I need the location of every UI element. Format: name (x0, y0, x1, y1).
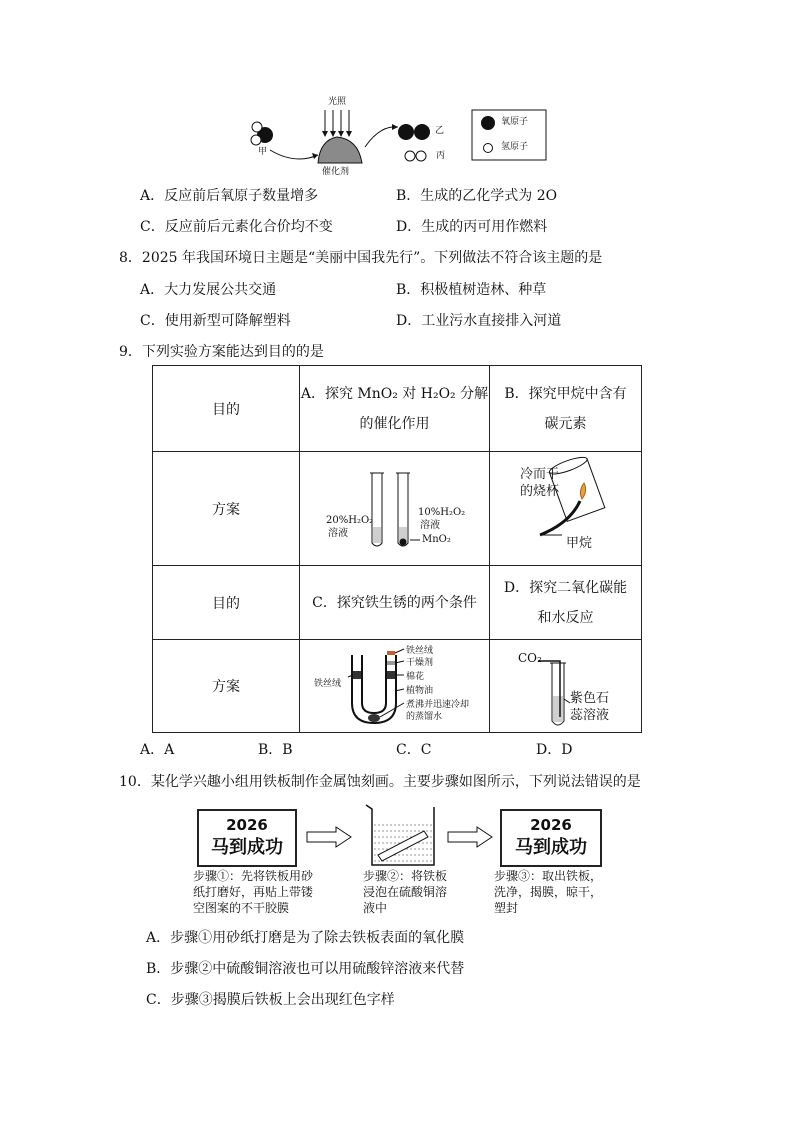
q9-experiment-table (152, 365, 642, 733)
a-right-label-3: MnO₂ (422, 533, 451, 545)
c-right-label-6: 的蒸馏水 (406, 711, 443, 722)
arrow-2 (447, 826, 493, 848)
q8-option-b[interactable]: B．积极植树造林、种草 (396, 282, 547, 298)
q9-option-a[interactable]: A．A (140, 742, 175, 758)
cell-c-scheme (300, 640, 490, 733)
catalyst-label: 催化剂 (322, 167, 350, 177)
q9-stem: 9．下列实验方案能达到目的的是 (119, 344, 324, 360)
q7-option-c[interactable]: C．反应前后元素化合价均不变 (140, 219, 333, 235)
a-left-label-2: 溶液 (328, 527, 348, 539)
plate-step3-text: 马到成功 (515, 837, 587, 858)
cell-a-purpose: A．探究 MnO₂ 对 H₂O₂ 分解 的催化作用 (300, 366, 490, 452)
co2-tube-figure (490, 641, 641, 732)
d-gas-label: CO₂ (518, 650, 542, 665)
q10-option-b[interactable]: B．步骤②中硫酸铜溶液也可以用硫酸锌溶液来代替 (146, 961, 465, 977)
q8-option-d[interactable]: D．工业污水直接排入河道 (396, 313, 562, 329)
step1-desc: 步骤①：先将铁板用砂 纸打磨好，再贴上带镂 空图案的不干胶膜 (193, 869, 314, 915)
q9-option-b[interactable]: B．B (258, 742, 293, 758)
plate-step3-year: 2026 (530, 816, 572, 834)
catalyst-dome (318, 137, 362, 163)
jia-hydrogen-atom-2 (251, 135, 261, 145)
q7-diagram-svg (240, 95, 560, 180)
c-right-label-1: 铁丝绒 (406, 645, 434, 656)
c-right-label-2: 干燥剂 (406, 657, 434, 668)
a-right-label-1: 10%H₂O₂ (418, 506, 466, 518)
arrow-1 (306, 826, 352, 848)
c-right-label-3: 棉花 (406, 671, 425, 682)
q7-option-d[interactable]: D．生成的丙可用作燃料 (396, 219, 548, 235)
c-left-label: 铁丝绒 (314, 678, 342, 689)
cell-d-purpose: D．探究二氧化碳能 和水反应 (490, 566, 642, 640)
q9-option-c[interactable]: C．C (396, 742, 432, 758)
arrow-out (365, 127, 398, 147)
a-right-label-2: 溶液 (420, 519, 440, 531)
plate-step1-text: 马到成功 (211, 837, 283, 858)
d-solution-label-1: 紫色石 (570, 690, 610, 706)
row3-purpose-label: 目的 (153, 566, 300, 640)
b-gas-label: 甲烷 (566, 535, 593, 551)
plate-step1 (197, 809, 297, 867)
q10-option-c[interactable]: C．步骤③揭膜后铁板上会出现红色字样 (146, 992, 395, 1008)
q9-option-d[interactable]: D．D (536, 742, 573, 758)
cell-b-purpose: B．探究甲烷中含有 碳元素 (490, 366, 642, 452)
c-right-label-4: 植物油 (406, 685, 434, 696)
q10-stem: 10．某化学兴趣小组用铁板制作金属蚀刻画。主要步骤如图所示，下列说法错误的是 (119, 774, 641, 790)
step2-desc: 步骤②：将铁板 浸泡在硫酸铜溶 液中 (363, 869, 448, 915)
c-right-label-5: 煮沸并迅速冷却 (406, 699, 470, 710)
bing-label: 丙 (436, 151, 446, 161)
cell-b-scheme (490, 452, 642, 566)
row4-scheme-label: 方案 (153, 640, 300, 733)
b-beaker-label-2: 的烧杯 (520, 483, 560, 499)
q8-stem: 8．2025 年我国环境日主题是“美丽中国我先行”。下列做法不符合该主题的是 (119, 250, 603, 266)
cell-d-scheme (490, 640, 642, 733)
a-left-label-1: 20%H₂O₂ (326, 514, 374, 526)
q7-option-a[interactable]: A．反应前后氧原子数量增多 (140, 188, 319, 204)
light-label: 光照 (328, 97, 347, 107)
legend-hydrogen: 氢原子 (501, 142, 529, 152)
beaker-step2 (364, 803, 438, 867)
q8-option-a[interactable]: A．大力发展公共交通 (140, 282, 277, 298)
q8-option-c[interactable]: C．使用新型可降解塑料 (140, 313, 291, 329)
row1-purpose-label: 目的 (153, 366, 300, 452)
arrow-in (270, 150, 318, 159)
b-beaker-label-1: 冷而干 (520, 466, 560, 482)
row2-scheme-label: 方案 (153, 452, 300, 566)
plate-step3 (500, 809, 602, 867)
q10-option-a[interactable]: A．步骤①用砂纸打磨是为了除去铁板表面的氧化膜 (146, 930, 465, 946)
jia-hydrogen-atom-1 (252, 122, 262, 132)
d-solution-label-2: 蕊溶液 (570, 707, 610, 723)
plate-step1-year: 2026 (226, 816, 268, 834)
cell-a-scheme (300, 452, 490, 566)
q7-reaction-diagram (240, 95, 560, 180)
cell-c-purpose: C．探究铁生锈的两个条件 (300, 566, 490, 640)
legend-oxygen: 氧原子 (501, 117, 529, 127)
jia-label: 甲 (258, 147, 268, 157)
q7-option-b[interactable]: B．生成的乙化学式为 2O (396, 188, 558, 204)
step3-desc: 步骤③：取出铁板， 洗净，揭膜，晾干， 塑封 (494, 869, 603, 915)
yi-label: 乙 (435, 126, 445, 136)
